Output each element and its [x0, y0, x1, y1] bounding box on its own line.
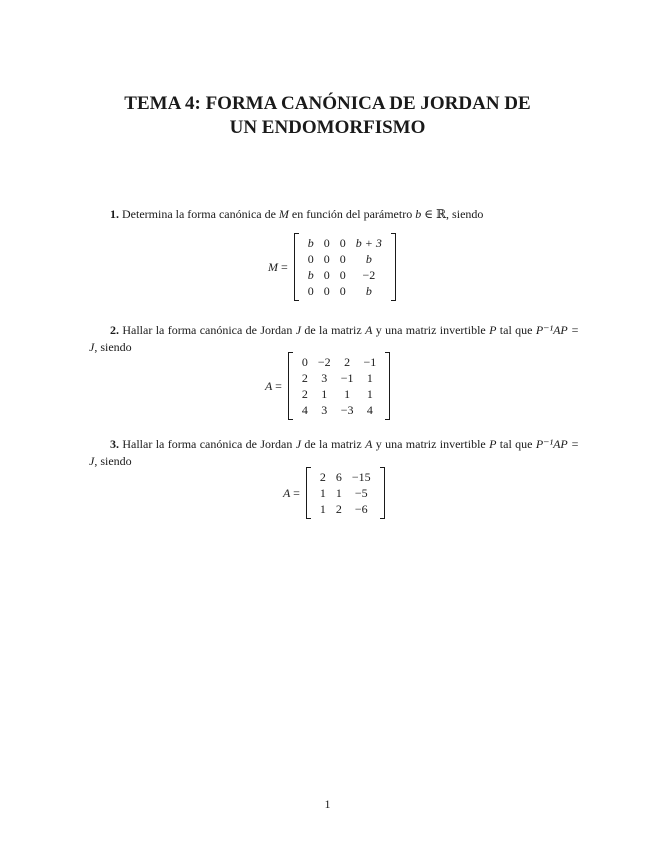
math-var: J [295, 323, 302, 337]
matrix [306, 467, 385, 519]
matrix-row [303, 283, 387, 299]
matrix-entry: b [365, 252, 372, 266]
matrix-entry: 0 [339, 236, 346, 250]
problem-number: 3. [110, 437, 119, 451]
statement-text: , siendo [94, 340, 132, 354]
matrix-entry: 1 [344, 387, 351, 401]
matrix-entry: 3 [321, 403, 328, 417]
matrix-entry: −5 [354, 486, 368, 500]
page-title [0, 92, 655, 140]
matrix-row [303, 267, 387, 283]
matrix-entry: 0 [307, 284, 314, 298]
matrix-entry: 0 [323, 268, 330, 282]
problem-1 [89, 206, 579, 223]
matrix-entry: 4 [301, 403, 308, 417]
matrix-entry: −2 [362, 268, 376, 282]
matrix-entry: 6 [335, 470, 342, 484]
matrix-entry: −2 [317, 355, 331, 369]
statement-text: Determina la forma canónica de [122, 207, 279, 221]
statement-text: , siendo [94, 454, 132, 468]
matrix-entry: 2 [301, 387, 308, 401]
problem-2 [89, 322, 579, 356]
matrix-entry: 0 [323, 284, 330, 298]
matrix-entry: 2 [344, 355, 351, 369]
matrix-entry: 4 [366, 403, 373, 417]
matrix-entry: −1 [340, 371, 354, 385]
matrix-entry: 0 [339, 252, 346, 266]
matrix-entry: b [365, 284, 372, 298]
problem-2-statement [89, 322, 579, 356]
statement-text: y una matriz invertible [372, 323, 490, 337]
equation-lhs: A = [265, 378, 282, 393]
matrix-row [315, 485, 376, 501]
statement-text: tal que [496, 437, 536, 451]
matrix-row [315, 501, 376, 517]
math-var: A [365, 437, 373, 451]
title-line-2: UN ENDOMORFISMO [229, 117, 426, 138]
matrix-entry: 1 [366, 387, 373, 401]
statement-text: Hallar la forma canónica de Jordan [122, 437, 296, 451]
page-number: 1 [324, 797, 331, 811]
matrix-entry: 1 [366, 371, 373, 385]
math-var: M [278, 207, 289, 221]
statement-text: Hallar la forma canónica de Jordan [122, 323, 296, 337]
matrix-entry: −15 [351, 470, 371, 484]
matrix-entry: 2 [335, 502, 342, 516]
matrix-entry: b + 3 [355, 236, 382, 250]
matrix-entry: 0 [323, 236, 330, 250]
math-var: P [489, 437, 497, 451]
matrix-entry: 0 [339, 268, 346, 282]
matrix-row [297, 354, 381, 370]
math-var: A [365, 323, 373, 337]
matrix-entry: −3 [340, 403, 354, 417]
matrix [294, 233, 396, 301]
statement-text: y una matriz invertible [372, 437, 490, 451]
problem-number: 1. [110, 207, 119, 221]
matrix-row [297, 370, 381, 386]
matrix-row [315, 469, 376, 485]
math-var: J [295, 437, 302, 451]
statement-text: ∈ ℝ, siendo [421, 207, 484, 221]
matrix-entry: 2 [301, 371, 308, 385]
matrix-entry: 1 [335, 486, 342, 500]
matrix-entry: 1 [319, 502, 326, 516]
matrix-entry: 0 [301, 355, 308, 369]
math-expression: P⁻¹AP = J [89, 437, 579, 468]
problem-2-equation [265, 352, 390, 420]
matrix-entry: 1 [321, 387, 328, 401]
matrix-entry: 0 [323, 252, 330, 266]
matrix-entry: 3 [321, 371, 328, 385]
matrix-entry: 0 [307, 252, 314, 266]
matrix [288, 352, 390, 420]
problem-number: 2. [110, 323, 119, 337]
matrix-row [297, 386, 381, 402]
math-expression: P⁻¹AP = J [89, 323, 579, 354]
equation-lhs: A = [283, 485, 300, 500]
problem-3-statement [89, 436, 579, 470]
problem-3 [89, 436, 579, 470]
matrix-row [303, 235, 387, 251]
equation-lhs: M = [268, 259, 288, 274]
matrix-entry: b [307, 268, 314, 282]
statement-text: de la matriz [301, 437, 366, 451]
matrix-entry: b [307, 236, 314, 250]
problem-1-statement [89, 206, 579, 223]
matrix-row [303, 251, 387, 267]
title-line-1: TEMA 4: FORMA CANÓNICA DE JORDAN DE [124, 93, 531, 114]
statement-text: en función del parámetro [288, 207, 416, 221]
statement-text: tal que [496, 323, 536, 337]
problem-3-equation [283, 467, 385, 519]
problem-1-equation [268, 233, 396, 301]
math-var: b [415, 207, 422, 221]
statement-text: de la matriz [301, 323, 366, 337]
matrix-entry: −1 [363, 355, 377, 369]
matrix-entry: 1 [319, 486, 326, 500]
matrix-entry: −6 [354, 502, 368, 516]
matrix-entry: 0 [339, 284, 346, 298]
matrix-entry: 2 [319, 470, 326, 484]
matrix-row [297, 402, 381, 418]
math-var: P [489, 323, 497, 337]
